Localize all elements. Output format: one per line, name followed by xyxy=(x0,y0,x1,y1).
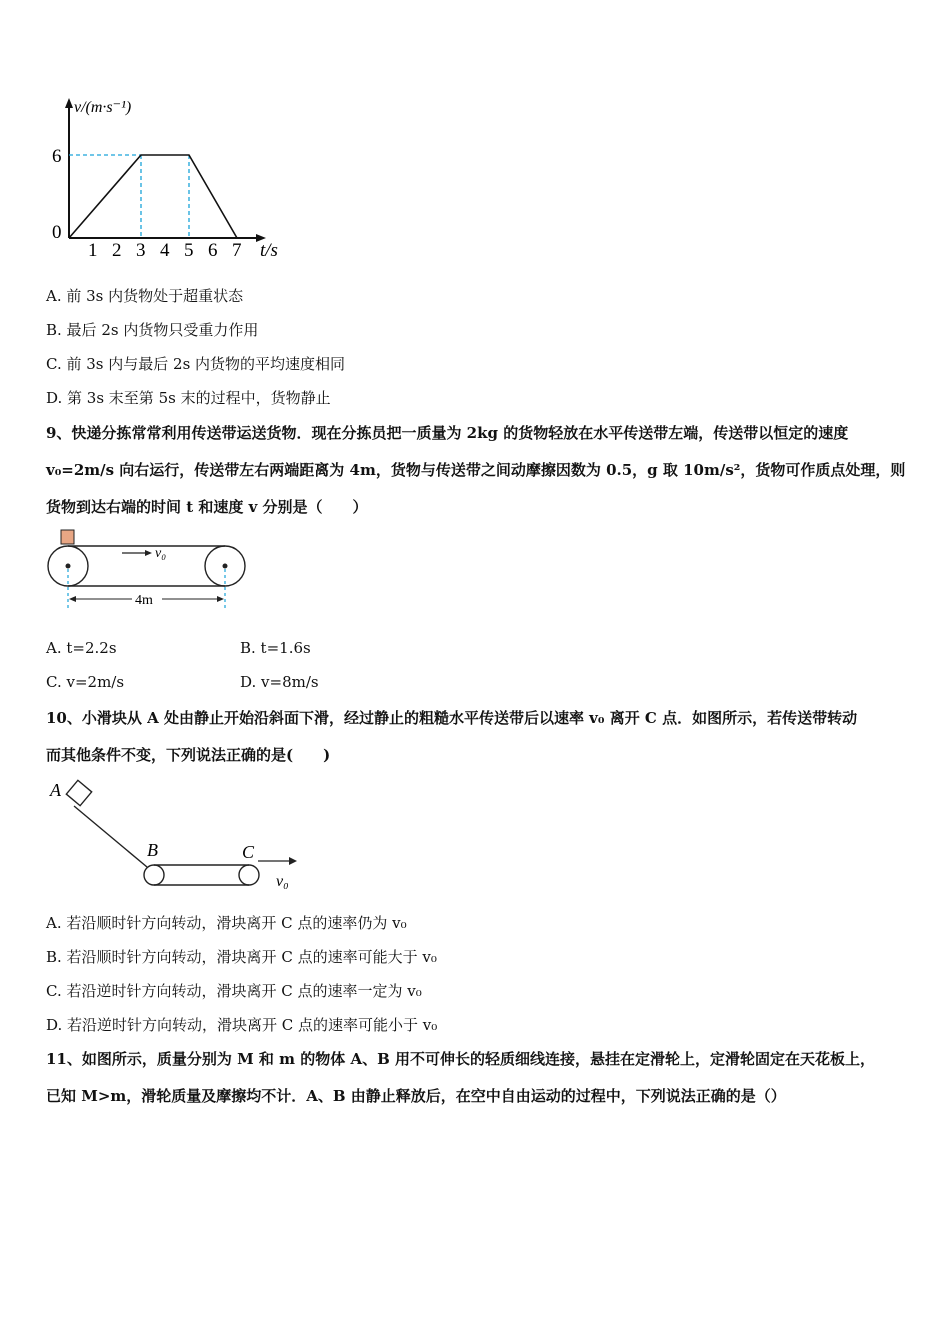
belt-left-roller xyxy=(144,865,164,885)
x-tick-label: 1 xyxy=(88,240,98,261)
q9-stem-line-2: v₀=2m/s 向右运行，传送带左右两端距离为 4m，货物与传送带之间动摩擦因数为 0.5，g 取 10m/s²，货物可作质点处理，则 xyxy=(46,461,906,479)
belt-right-roller xyxy=(239,865,259,885)
q11-stem-line-1: 11、如图所示，质量分别为 M 和 m 的物体 A、B 用不可伸长的轻质细线连接，悬挂在定滑轮上，定滑轮固定在天花板上， xyxy=(46,1050,876,1068)
vt-graph xyxy=(40,90,300,265)
v0-label: v₀ xyxy=(155,546,167,561)
q10-option-d: D. 若沿逆时针方向转动，滑块离开 C 点的速率可能小于 v₀ xyxy=(46,1016,438,1034)
origin-label: 0 xyxy=(52,222,62,243)
velocity-series-line xyxy=(69,155,237,238)
q11-stem-line-2: 已知 M>m，滑轮质量及摩擦均不计．A、B 由静止释放后，在空中自由运动的过程中，下列说法正确的是（） xyxy=(46,1087,786,1105)
x-tick-label: 3 xyxy=(136,240,146,261)
q10-option-a: A. 若沿顺时针方向转动，滑块离开 C 点的速率仍为 v₀ xyxy=(46,914,407,932)
q10-stem-line-1: 10、小滑块从 A 处由静止开始沿斜面下滑，经过静止的粗糙水平传送带后以速率 v₀ 离开 C 点．如图所示，若传送带转动 xyxy=(46,709,858,727)
exit-arrowhead xyxy=(289,857,297,865)
x-tick-label: 6 xyxy=(208,240,218,261)
q9-option-c: C. v=2m/s xyxy=(46,673,125,691)
x-tick-label: 2 xyxy=(112,240,122,261)
cargo-box xyxy=(61,530,74,544)
distance-arrow-left xyxy=(69,596,76,602)
q8-option-b: B. 最后 2s 内货物只受重力作用 xyxy=(46,321,259,339)
q9-option-a: A. t=2.2s xyxy=(46,639,117,657)
x-axis-label: t/s xyxy=(260,240,278,261)
q9-option-b: B. t=1.6s xyxy=(240,639,311,657)
q10-option-b: B. 若沿顺时针方向转动，滑块离开 C 点的速率可能大于 v₀ xyxy=(46,948,437,966)
q9-stem-line-3: 货物到达右端的时间 t 和速度 v 分别是（ ） xyxy=(46,498,368,516)
q10-stem-line-2: 而其他条件不变，下列说法正确的是( ) xyxy=(46,746,331,764)
label-c: C xyxy=(242,842,255,862)
y-tick-6: 6 xyxy=(52,146,62,167)
distance-arrow-right xyxy=(217,596,224,602)
y-axis-label: v/(m·s⁻¹) xyxy=(74,99,132,116)
x-tick-labels xyxy=(88,240,242,261)
q8-option-c: C. 前 3s 内与最后 2s 内货物的平均速度相同 xyxy=(46,355,346,373)
slider-block xyxy=(66,780,91,805)
velocity-arrowhead xyxy=(145,550,152,556)
x-tick-label: 5 xyxy=(184,240,194,261)
incline-belt-figure xyxy=(44,776,304,894)
incline xyxy=(74,806,147,867)
label-a: A xyxy=(50,780,61,800)
q10-option-c: C. 若沿逆时针方向转动，滑块离开 C 点的速率一定为 v₀ xyxy=(46,982,422,1000)
conveyor-belt-figure xyxy=(44,526,254,616)
q9-option-d: D. v=8m/s xyxy=(240,673,319,691)
q8-option-d: D. 第 3s 末至第 5s 末的过程中，货物静止 xyxy=(46,389,331,407)
q8-option-a: A. 前 3s 内货物处于超重状态 xyxy=(46,287,244,305)
left-axle xyxy=(66,564,71,569)
right-axle xyxy=(223,564,228,569)
q9-stem-line-1: 9、快递分拣常常利用传送带运送货物．现在分拣员把一质量为 2kg 的货物轻放在水平传送带左端，传送带以恒定的速度 xyxy=(46,424,849,442)
y-axis-arrow xyxy=(65,98,73,108)
x-tick-label: 4 xyxy=(160,240,170,261)
exit-v0-label: v₀ xyxy=(276,873,289,890)
label-b: B xyxy=(147,840,158,860)
x-tick-label: 7 xyxy=(232,240,242,261)
distance-label: 4m xyxy=(135,593,153,608)
